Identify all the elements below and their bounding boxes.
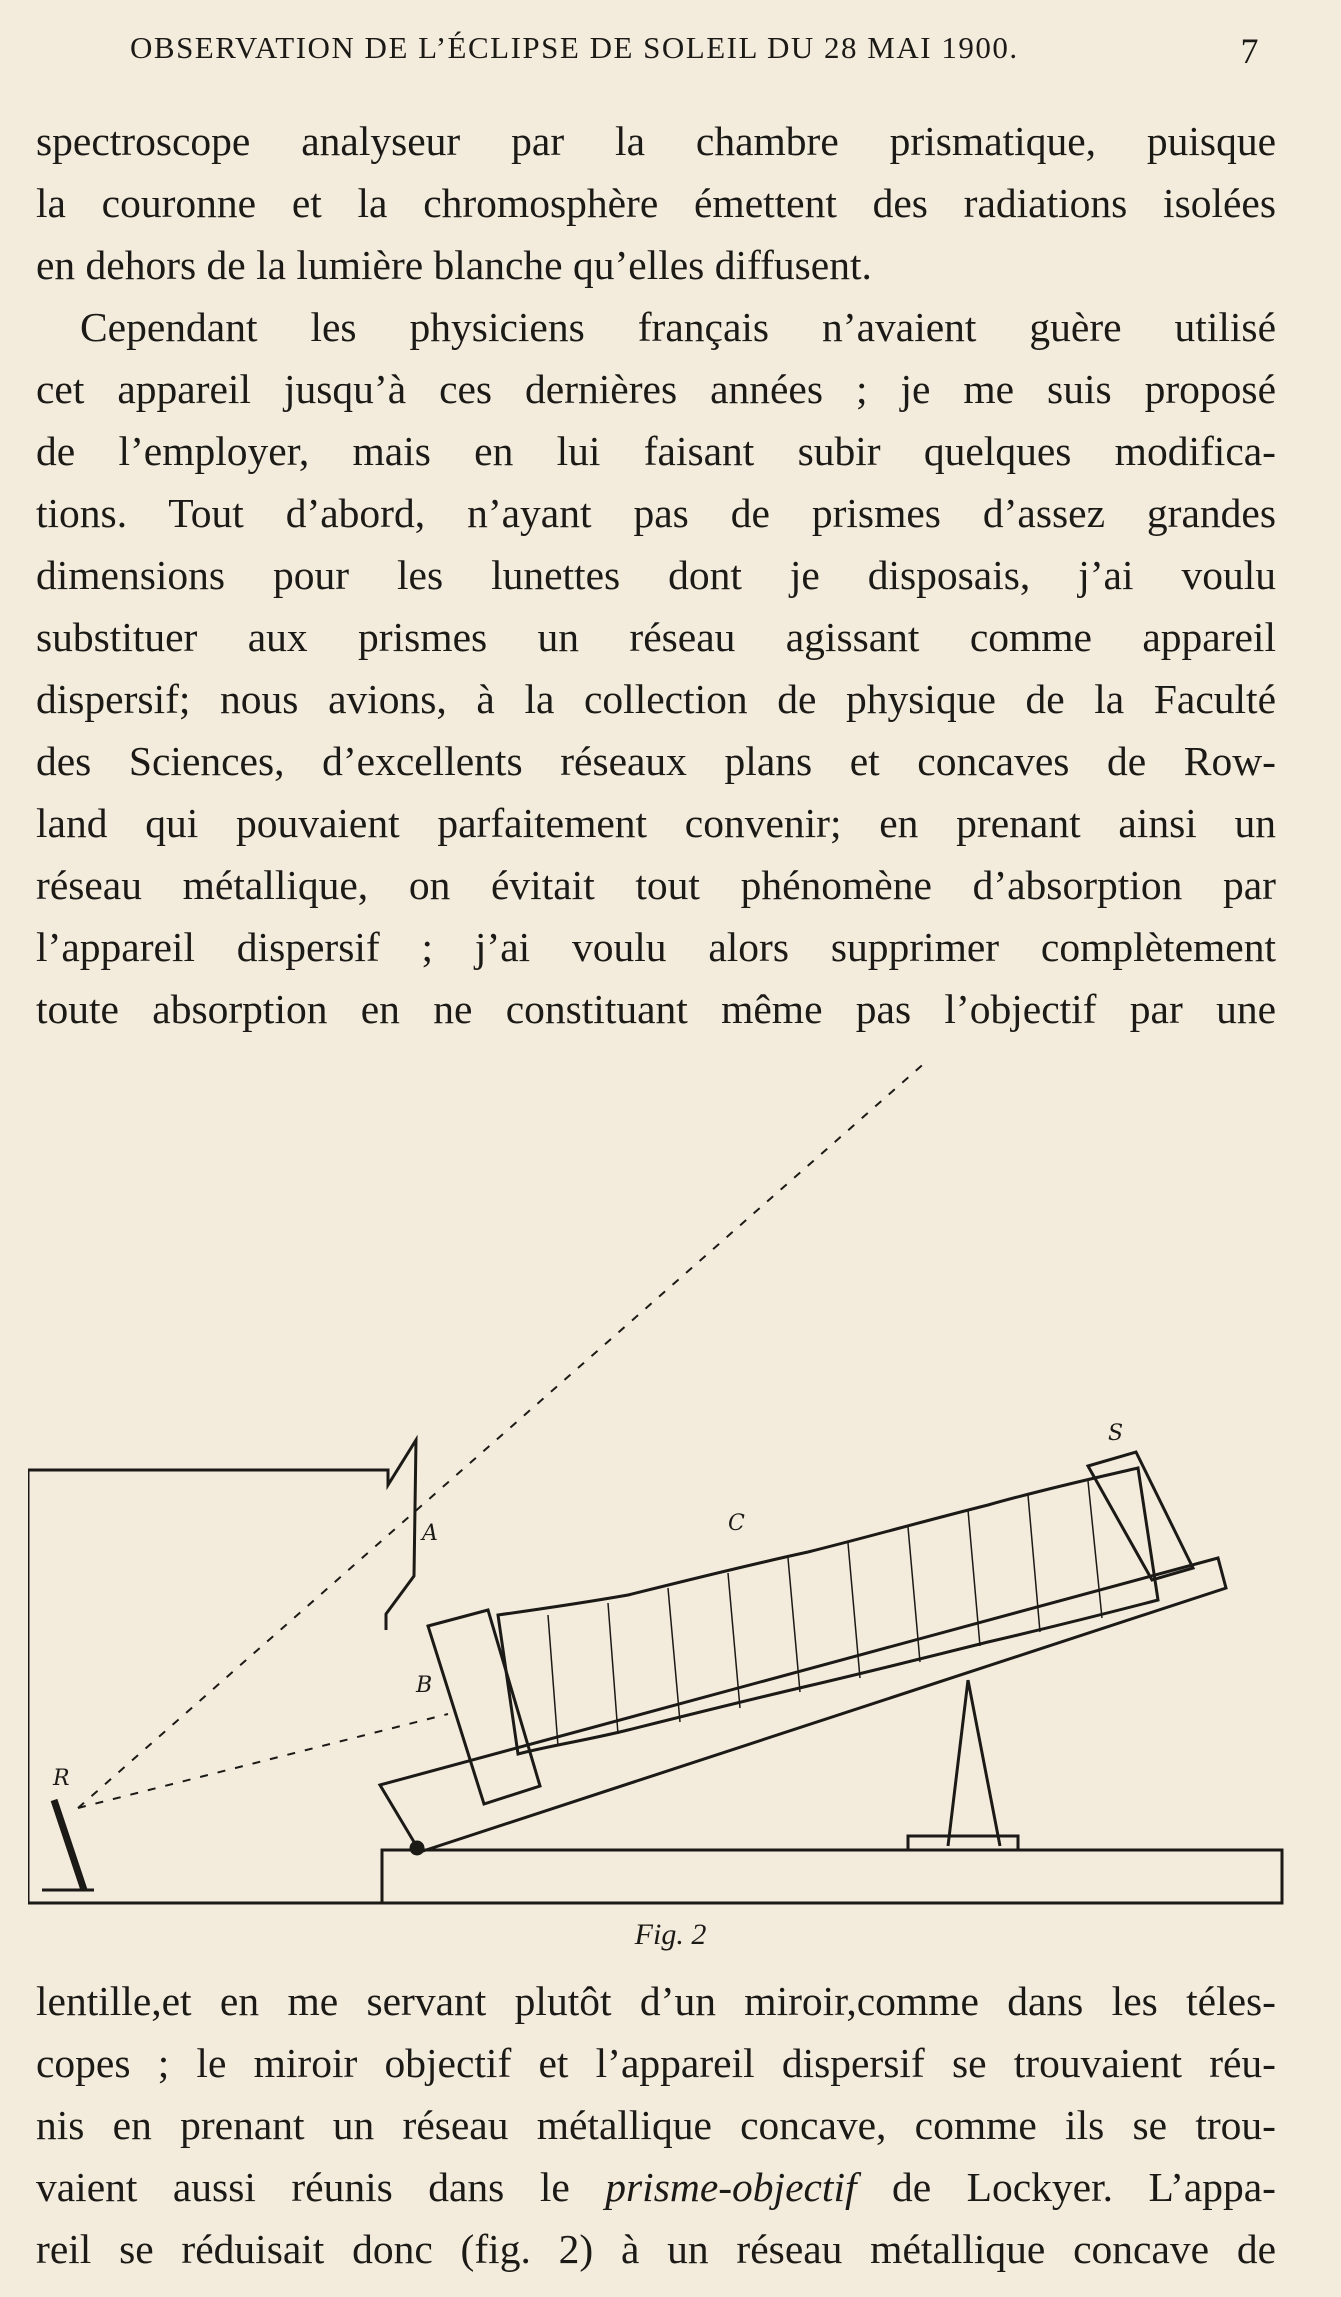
text-line: Cependant les physiciens français n’avaient guère utilisé bbox=[80, 304, 1276, 350]
aperture-box bbox=[28, 1440, 416, 1903]
text-line: réseau métallique, on évitait tout phénomène d’absorption par bbox=[36, 862, 1276, 908]
reflector-arm bbox=[54, 1800, 84, 1890]
text-line: spectroscope analyseur par la chambre prismatique, puisque bbox=[36, 118, 1276, 164]
page-number: 7 bbox=[1240, 31, 1260, 71]
text-span: vaient aussi réunis dans le bbox=[36, 2164, 606, 2210]
light-path-upper bbox=[78, 1060, 928, 1808]
text-line: l’appareil dispersif ; j’ai voulu alors supprimer complètement bbox=[36, 924, 1276, 970]
slit-box bbox=[1088, 1452, 1193, 1580]
label-b: B bbox=[416, 1673, 433, 1698]
text-line: des Sciences, d’excellents réseaux plans et concaves de Row- bbox=[36, 738, 1276, 784]
text-line-with-italic bbox=[36, 2156, 1276, 2218]
text-span: de Lockyer. L’appa- bbox=[856, 2164, 1276, 2210]
apparatus-svg bbox=[28, 1040, 1288, 1920]
text-line: tions. Tout d’abord, n’ayant pas de prismes d’assez grandes bbox=[36, 490, 1276, 536]
figure-caption: Fig. 2 bbox=[634, 1918, 707, 1951]
hinge bbox=[411, 1842, 423, 1854]
text-line: nis en prenant un réseau métallique concave, comme ils se trou- bbox=[36, 2102, 1276, 2148]
running-header bbox=[130, 30, 1260, 80]
label-c: C bbox=[728, 1511, 745, 1536]
text-line: cet appareil jusqu’à ces dernières années ; je me suis proposé bbox=[36, 366, 1276, 412]
text-line: dimensions pour les lunettes dont je disposais, j’ai voulu bbox=[36, 552, 1276, 598]
light-path-lower bbox=[78, 1714, 448, 1808]
text-line: land qui pouvaient parfaitement convenir; en prenant ainsi un bbox=[36, 800, 1276, 846]
text-line: lentille,et en me servant plutôt d’un miroir,comme dans les téles- bbox=[36, 1978, 1276, 2024]
text-line: de l’employer, mais en lui faisant subir quelques modifica- bbox=[36, 428, 1276, 474]
label-a: A bbox=[422, 1521, 438, 1546]
base-platform bbox=[382, 1850, 1282, 1903]
text-line: copes ; le miroir objectif et l’appareil dispersif se trouvaient réu- bbox=[36, 2040, 1276, 2086]
text-line: en dehors de la lumière blanche qu’elles diffusent. bbox=[36, 242, 872, 288]
bottom-text-block bbox=[36, 1970, 1276, 2280]
text-line: toute absorption en ne constituant même pas l’objectif par une bbox=[36, 986, 1276, 1032]
figure-apparatus-drawing bbox=[28, 1040, 1288, 1920]
plate-holder-block bbox=[428, 1610, 540, 1804]
text-line: substituer aux prismes un réseau agissant comme appareil bbox=[36, 614, 1276, 660]
text-line: la couronne et la chromosphère émettent des radiations isolées bbox=[36, 180, 1276, 226]
text-line: dispersif; nous avions, à la collection de physique de la Faculté bbox=[36, 676, 1276, 722]
italic-term: prisme-objectif bbox=[605, 2164, 857, 2210]
bellows-folds bbox=[548, 1481, 1102, 1746]
support-post bbox=[948, 1680, 1000, 1846]
label-r: R bbox=[53, 1766, 70, 1791]
text-line: reil se réduisait donc (fig. 2) à un réseau métallique concave de bbox=[36, 2226, 1276, 2272]
label-s: S bbox=[1108, 1421, 1124, 1446]
bellows bbox=[498, 1468, 1158, 1754]
inclined-board bbox=[380, 1558, 1226, 1852]
top-text-block bbox=[36, 110, 1276, 1040]
support-foot bbox=[908, 1836, 1018, 1850]
running-title: OBSERVATION DE L’ÉCLIPSE DE SOLEIL DU 28 MAI 1900. bbox=[130, 30, 1019, 65]
